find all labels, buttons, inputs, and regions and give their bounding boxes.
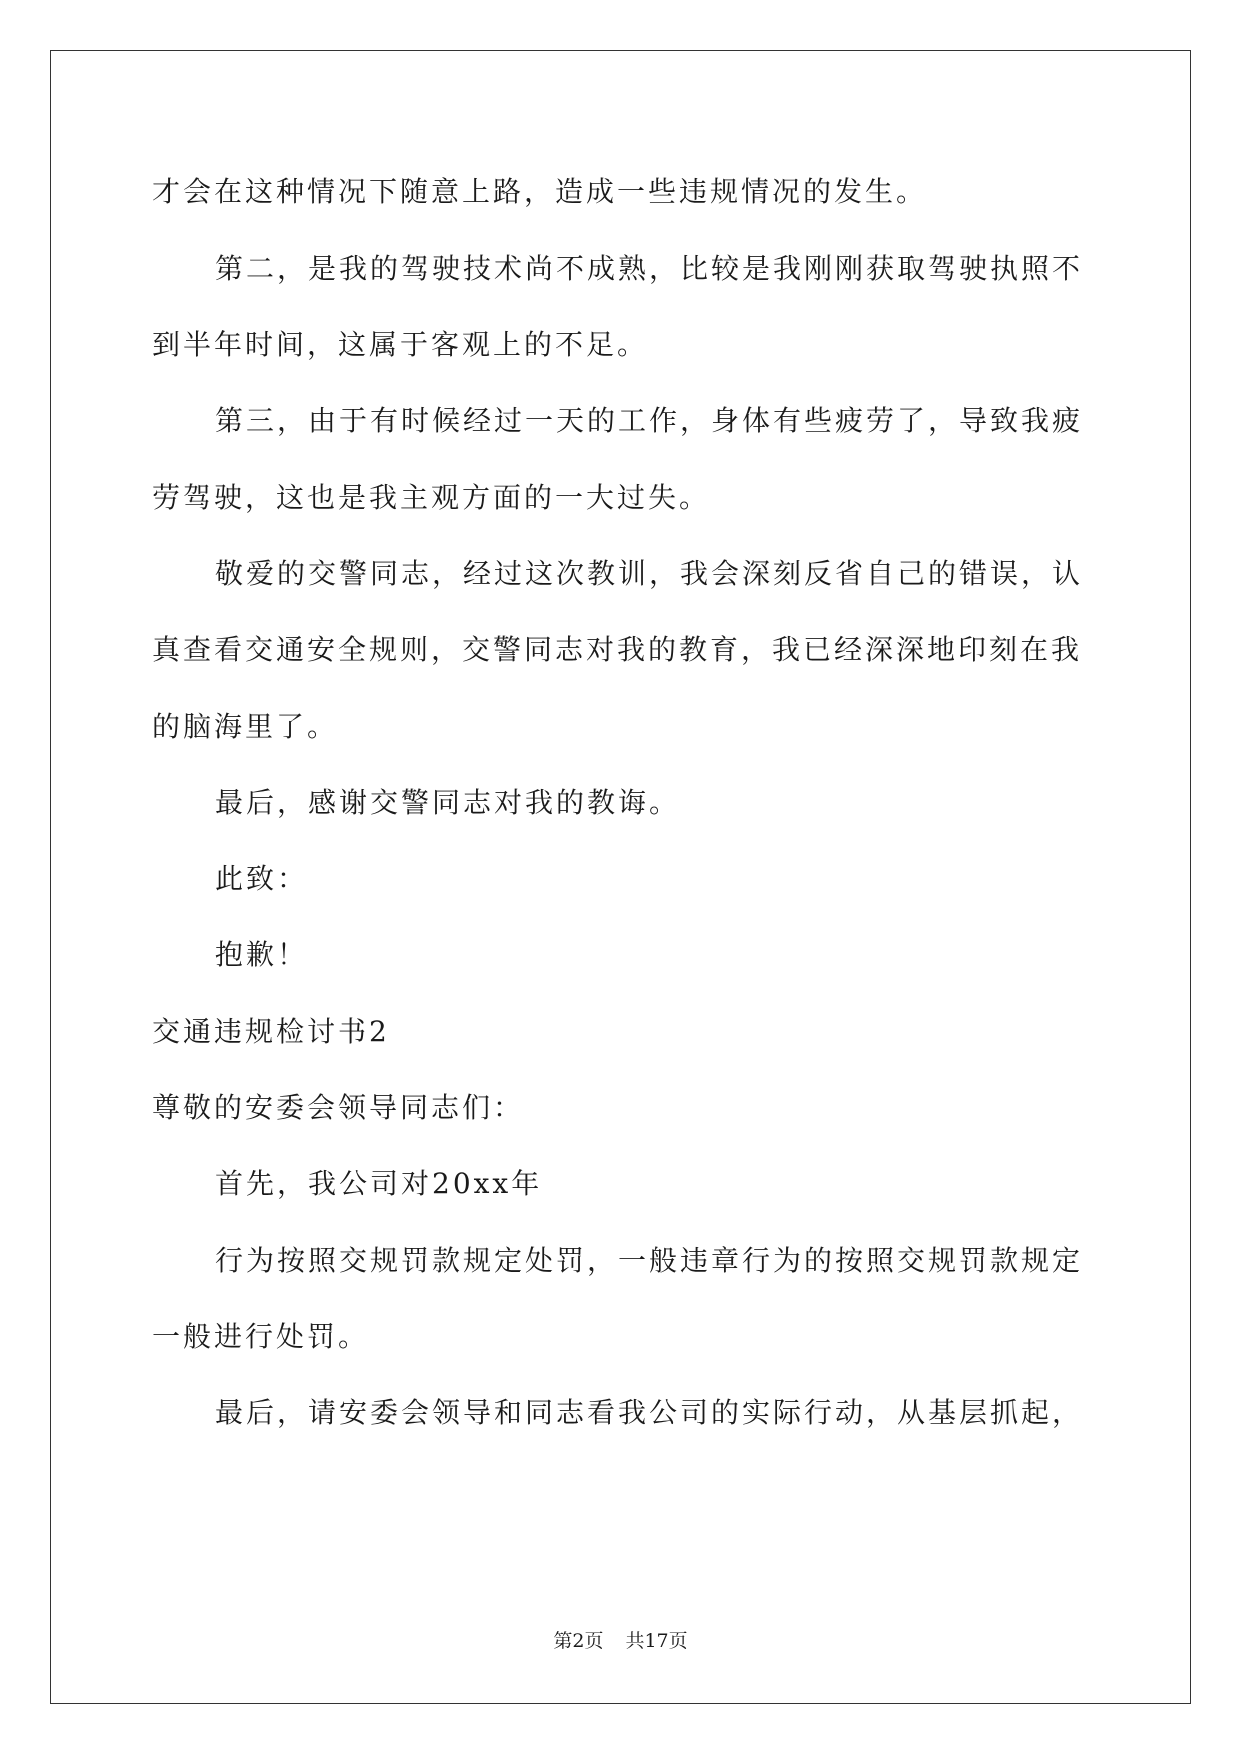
paragraph-second-line: 第二，是我的驾驶技术尚不成熟，比较是我刚刚获取驾驶执照不 [215, 252, 1084, 285]
section-title: 交通违规检讨书2 [152, 1015, 390, 1048]
paragraph-thanks-line: 最后，感谢交警同志对我的教诲。 [215, 786, 681, 819]
paragraph-third-line: 第三，由于有时候经过一天的工作，身体有些疲劳了，导致我疲 [215, 404, 1084, 437]
body-line: 一般进行处罚。 [152, 1320, 370, 1353]
page-footer [0, 1629, 1241, 1653]
page-number: 第2页 [553, 1630, 604, 1652]
closing-apology: 抱歉！ [215, 938, 309, 971]
body-line: 才会在这种情况下随意上路，造成一些违规情况的发生。 [152, 175, 928, 208]
paragraph-first-line: 首先，我公司对20xx年 [215, 1167, 543, 1200]
paragraph-final-line: 最后，请安委会领导和同志看我公司的实际行动，从基层抓起， [215, 1396, 1084, 1429]
body-line: 真查看交通安全规则，交警同志对我的教育，我已经深深地印刻在我 [152, 633, 1083, 666]
body-line: 到半年时间，这属于客观上的不足。 [152, 328, 649, 361]
body-line: 的脑海里了。 [152, 710, 339, 743]
closing-salutation: 此致： [215, 862, 309, 895]
page-total: 共17页 [625, 1630, 688, 1652]
letter-greeting: 尊敬的安委会领导同志们： [152, 1091, 525, 1124]
body-line: 劳驾驶，这也是我主观方面的一大过失。 [152, 481, 711, 514]
paragraph-police-line: 敬爱的交警同志，经过这次教训，我会深刻反省自己的错误，认 [215, 557, 1084, 590]
paragraph-penalty-line: 行为按照交规罚款规定处罚，一般违章行为的按照交规罚款规定 [215, 1244, 1084, 1277]
